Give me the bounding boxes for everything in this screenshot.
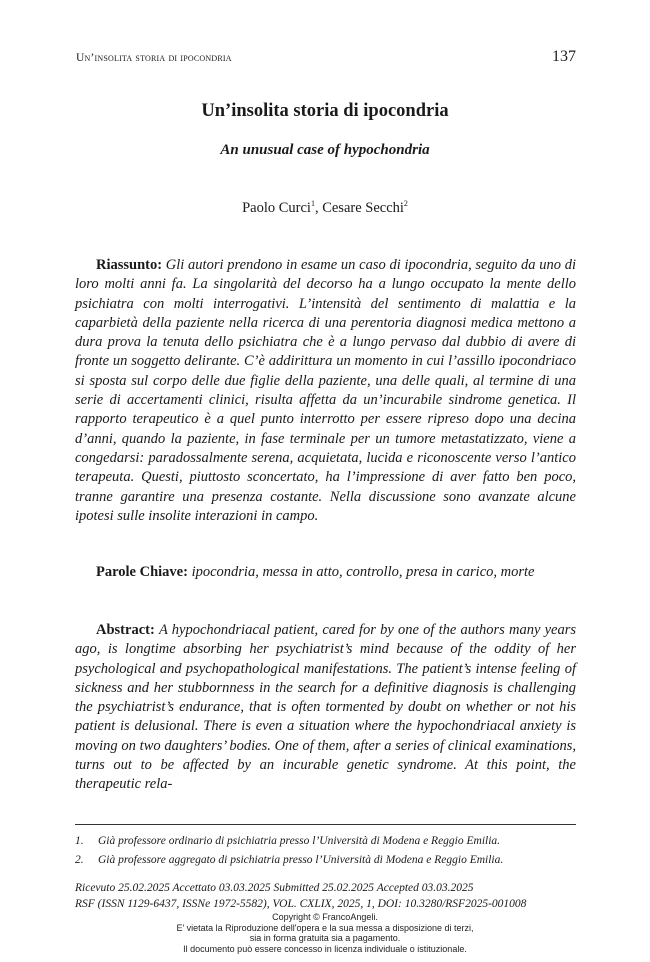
copyright-notice	[0, 912, 650, 954]
footnote-text: Già professore ordinario di psichiatria presso l’Università di Modena e Reggio Emilia.	[98, 835, 501, 847]
article-title: Un’insolita storia di ipocondria	[201, 101, 449, 121]
keywords-paragraph	[75, 563, 576, 582]
keywords-label: Parole Chiave:	[96, 564, 188, 580]
copyright-line: Il documento può essere concesso in licenza individuale o istituzionale.	[183, 943, 467, 954]
riassunto-paragraph	[75, 256, 576, 526]
abstract-text: A hypochondriacal patient, cared for by one of the authors many years ago, is longtime absorbing her psychiatrist’s mind because of the oddity of her psychological and psychopathological manifestations. The patient’s intense feeling of sickness and her stubbornness in the search for a definitive diagnosis is challenging the psychiatrist’s endurance, that is often tormented by doubt on whether or not his patient is delusional. There is even a situation where the hypochondriacal anxiety is moving on two daughters’ bodies. One of them, after a series of clinical examinations, turns out to be affected by an incurable genetic syndrome. At this point, the therapeutic rela-	[75, 622, 577, 793]
footnote-divider	[75, 824, 576, 825]
page-number: 137	[552, 48, 576, 65]
abstract-label: Abstract:	[96, 622, 155, 638]
author-name: Paolo Curci	[242, 200, 311, 216]
author-footnote-mark: 1	[310, 199, 315, 208]
footnote-number: 1.	[75, 835, 84, 847]
author-list	[0, 199, 650, 217]
article-subtitle: An unusual case of hypochondria	[220, 142, 430, 158]
author-footnote-mark: 2	[403, 199, 408, 208]
riassunto-label: Riassunto:	[96, 257, 163, 273]
copyright-line: E' vietata la Riproduzione dell'opera e la sua messa a disposizione di terzi,	[176, 922, 474, 933]
author-separator: ,	[314, 200, 323, 216]
footnote-number: 2.	[75, 854, 84, 866]
running-head: Un’insolita storia di ipocondria	[76, 52, 232, 64]
author-name: Cesare Secchi	[322, 200, 404, 216]
abstract-paragraph	[75, 621, 576, 795]
footnotes	[75, 832, 585, 870]
received-dates: Ricevuto 25.02.2025 Accettato 03.03.2025 Submitted 25.02.2025 Accepted 03.03.2025	[75, 882, 474, 894]
footnote	[75, 851, 585, 870]
keywords-text: ipocondria, messa in atto, controllo, presa in carico, morte	[191, 564, 535, 580]
riassunto-text: Gli autori prendono in esame un caso di ipocondria, seguito da uno di loro molti anni fa. La singolarità del decorso ha a lungo occupato la mente dello psichiatra con molti interrogativi. L’intensità del sentimento di malattia e la caparbietà della paziente nella ricerca di una perentoria diagnosi medica mettono a dura prova la tenuta dello psichiatra che è a lungo pervaso dal dubbio di avere di fronte un soggetto delirante. C’è addirittura un momento in cui l’assillo ipocondriaco si sposta sul corpo delle due figlie della paziente, una delle quali, al termine di una serie di accertamenti clinici, risulta affetta da un’incurabile sindrome genetica. Il rapporto terapeutico è a quel punto interrotto per essere ripreso dopo una decina d’anni, quando la paziente, in fase terminale per un tumore metastatizzato, viene a congedarsi: paradossalmente serena, acquietata, lucida e riconoscente verso l’antico terapeuta. Questi, piuttosto sconcertato, ha l’impressione di aver fatto ben poco, tranne garantire una presenza costante. Nella discussione sono avanzate alcune ipotesi sulle insolite interazioni in campo.	[75, 257, 576, 524]
footnote-text: Già professore aggregato di psichiatria presso l’Università di Modena e Reggio Emilia.	[98, 854, 504, 866]
publication-info	[75, 880, 595, 912]
copyright-line: sia in forma gratuita sia a pagamento.	[249, 933, 401, 943]
footnote	[75, 832, 585, 851]
citation-line: RSF (ISSN 1129-6437, ISSNe 1972-5582), VOL. CXLIX, 2025, 1, DOI: 10.3280/RSF2025-001008	[75, 898, 527, 910]
copyright-line: Copyright © FrancoAngeli.	[272, 912, 378, 922]
